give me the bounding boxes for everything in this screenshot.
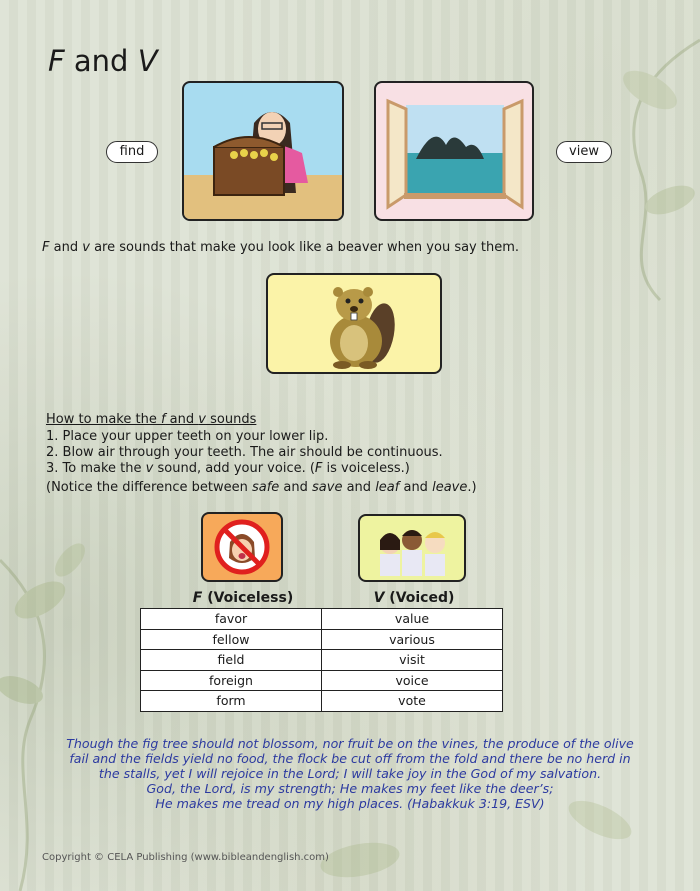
verse-line: fail and the fields yield no food, the flock be cut off from the fold and there be no herd in [69, 751, 631, 766]
copyright-notice: Copyright © CELA Publishing (www.bibleandenglish.com) [42, 852, 329, 863]
f-word: fellow [141, 629, 322, 650]
how-to-heading: How to make the f and v sounds [46, 412, 257, 427]
intro-v: v [82, 240, 90, 255]
intro-sentence [42, 240, 519, 255]
step-2: 2. Blow air through your teeth. The air should be continuous. [46, 445, 443, 460]
table-row [141, 670, 503, 691]
table-row [141, 650, 503, 671]
f-word: favor [141, 609, 322, 630]
voiceless-icon [201, 512, 283, 582]
steps-list [46, 429, 477, 477]
voiced-column-heading: V (Voiced) [373, 590, 455, 606]
verse-line: God, the Lord, is my strength; He makes my feet like the deer’s; [146, 781, 554, 796]
bible-verse [40, 736, 660, 811]
intro-f: F [42, 240, 50, 255]
step-3: 3. To make the v sound, add your voice. (F is voiceless.) [46, 461, 410, 476]
f-word: form [141, 691, 322, 712]
table-row [141, 691, 503, 712]
f-word: foreign [141, 670, 322, 691]
how-to-instructions [46, 412, 477, 496]
view-word-label: view [556, 141, 612, 163]
v-word: value [322, 609, 503, 630]
find-illustration [182, 81, 344, 221]
intro-text: are sounds that make you look like a beaver when you say them. [94, 240, 520, 255]
table-row [141, 629, 503, 650]
find-word-label: find [106, 141, 158, 163]
word-pairs-table [140, 608, 503, 712]
v-word: various [322, 629, 503, 650]
intro-and: and [53, 240, 79, 255]
voiceless-column-heading: F (Voiceless) [192, 590, 294, 606]
v-word: visit [322, 650, 503, 671]
difference-note: (Notice the difference between safe and save and leaf and leave.) [46, 480, 477, 495]
title-letter-v: V [137, 44, 158, 78]
step-1: 1. Place your upper teeth on your lower lip. [46, 429, 329, 444]
view-illustration [374, 81, 534, 221]
beaver-illustration [266, 273, 442, 374]
title-letter-f: F [48, 44, 65, 78]
verse-line: Though the fig tree should not blossom, nor fruit be on the vines, the produce of the olive [66, 736, 634, 751]
verse-line: the stalls, yet I will rejoice in the Lord; I will take joy in the God of my salvation. [98, 766, 602, 781]
table-row [141, 609, 503, 630]
page-title [48, 44, 158, 78]
f-word: field [141, 650, 322, 671]
verse-line: He makes me tread on my high places. (Habakkuk 3:19, ESV) [155, 796, 545, 811]
v-word: voice [322, 670, 503, 691]
title-and: and [73, 44, 129, 78]
voiced-icon [358, 514, 466, 582]
v-word: vote [322, 691, 503, 712]
